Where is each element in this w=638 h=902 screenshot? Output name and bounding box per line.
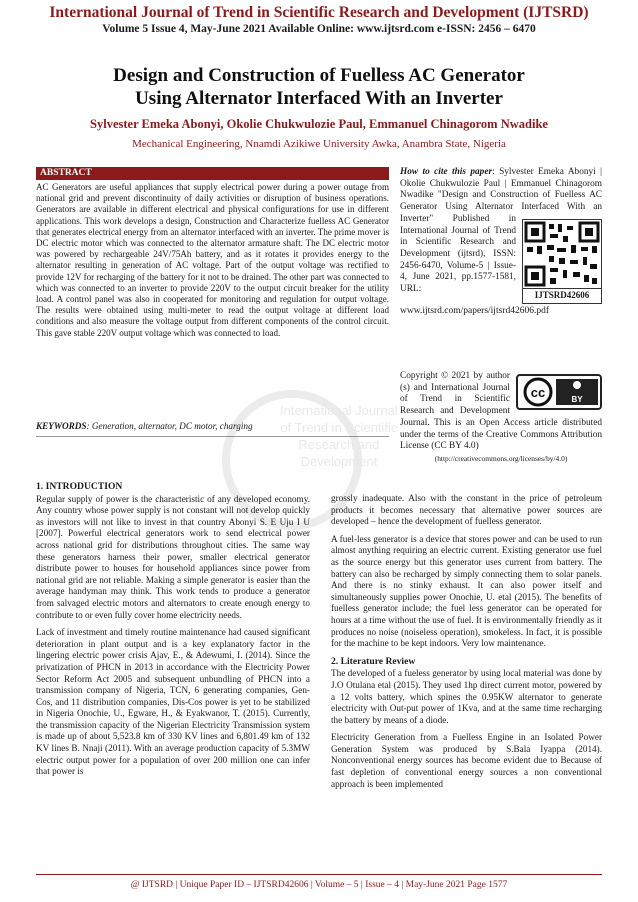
paper-title	[0, 64, 638, 110]
body-paragraph-3: grossly inadequate. Also with the constant in the price of petroleum products it becomes necessary that alternative power sources are developed – hence the development of fuelless generator.	[331, 493, 602, 527]
qr-code-icon	[522, 219, 602, 289]
watermark-line-1: International Journal	[280, 403, 398, 418]
copyright-box	[400, 371, 602, 465]
qr-code[interactable]	[522, 219, 602, 304]
citation-label: How to cite this paper	[400, 167, 493, 177]
journal-header	[0, 4, 638, 37]
title-line-2: Using Alternator Interfaced With an Inverter	[135, 88, 503, 109]
literature-heading: 2. Literature Review	[331, 655, 416, 667]
cc-badge-text: cc	[530, 385, 546, 400]
abstract-heading: ABSTRACT	[36, 167, 389, 180]
citation-text-b: Published in International Journal of Trend in Scientific Research and Development (ijtsrd), ISSN: 2456-6470, Volume-5 | Issue-4, June 2021, pp.1577-1581, URL:	[400, 213, 516, 295]
journal-issue-line: Volume 5 Issue 4, May-June 2021 Available Online: www.ijtsrd.com e-ISSN: 2456 – 6470	[102, 23, 536, 35]
body-paragraph-1: Regular supply of power is the characteristic of any developed economy. Any country whose power supply is not constant will not develop quickly as investors will not like to invest in that country Abonyi S. E Uju I U [2007]. Powerful electrical generators work to send electrical power across national grid for distributions throughout cities. The same way these generators harness their power, smaller electrical generator distribute power to houses for household appliances since power from national grid are not reliable. Making a simple generator is easier than the average handyman may think. This work tends to produce a generator from salvaged electric motors and alternators to create enough energy to contribute to or even fully cover home electricity needs.	[36, 493, 310, 620]
watermark-line-2: of Trend in Scientific	[280, 420, 398, 435]
body-paragraph-6: Electricity Generation from a Fuelless Engine in an Isolated Power Generation System was produced by S.Bala Iyappa (2014). Nonconventional energy sources has become evident due to Because of fast depletion of conventional energy sources a non conventional approach is been implemented	[331, 732, 602, 789]
citation-text-a: : Sylvester Emeka Abonyi | Okolie Chukwulozie Paul | Emmanuel Chinagorom Nwadike "Design and Construction of Fuelless AC Generator Using Alternator Interfaced With an Inverter"	[400, 167, 602, 224]
title-line-1: Design and Construction of Fuelless AC Generator	[113, 65, 525, 86]
copyright-text-a: Copyright © 2021 by author (s) and International Journal of Trend in Scientific Research and Development Journal. This is an Open Access article distributed under the terms of the Creative Commons Attribution License (CC BY 4.0)	[400, 371, 602, 452]
watermark-line-3: Research and	[298, 437, 380, 452]
footer-rule	[36, 874, 602, 875]
citation-url[interactable]: www.ijtsrd.com/papers/ijtsrd42606.pdf	[400, 305, 549, 316]
body-paragraph-4: A fuel-less generator is a device that stores power and can be used to run almost anything requiring an electric current. Existing generator use fuel as the source energy but this generator uses current from battery. The battery can also be recharged by simply connecting them to solar panels. And there is no stinky exhaust. It can also power itself and simultaneously supplies power Onochie, U. etal (2015). The benefits of fuelless generator include; the fuel less generator can be operated for hours at a time without the use of fuel. It is environmentally friendly as it produces no noise (noiseless operation), smokeless. In fact, it is possible for the machine to be kept indoors. Very low maintenance.	[331, 533, 602, 649]
cc-license-url[interactable]: (http://creativecommons.org/licenses/by/4.0)	[434, 453, 568, 463]
abstract-text: AC Generators are useful appliances that supply electrical power during a power outage from national grid and prevent discontinuity of daily activities or disruption of business operations. Generators are available in different electrical and physical configurations for use in different applications. This work develops a design, Construction and Characterize fuelless AC Generator that generates electrical energy from an alternator interfaced with an inverter. The prime mover is DC electric motor which was connected to the alternator armature shaft. The DC electric motor was powered by rechargeable 24V/75Ah battery, and as it rotates it provides energy to the alternator resulting in generation of AC voltage. Part of the output voltage was rectified to provide 12V for recharging of the battery for it not to be drained. The other part was connected to which was connected to an inverter to provide 220V to the output circuit breaker for the utility load. A control panel was also in cooperated for monitoring and regulation for output voltage. The results were obtained using multi-meter to read the output voltage at different load conditions and also measure the voltage output from different components of the control circuit. This gave stable 220V output voltage which was connected to load.	[36, 182, 389, 338]
body-paragraph-5: The developed of a fueless generator by using local material was done by J.O Otulana etal (2015). They used 1hp direct current motor, powered by a 12 volts battery, which spines the 0.95KW alternator to generate electricity with Out-put power of 1Kva, and at the same time recharging the battery by means of a diode.	[331, 668, 602, 725]
paper-affiliation: Mechanical Engineering, Nnamdi Azikiwe University Awka, Anambra State, Nigeria	[132, 138, 506, 150]
body-column-left	[36, 481, 310, 784]
watermark-text	[280, 402, 398, 470]
citation-box	[400, 167, 602, 317]
journal-name: International Journal of Trend in Scientific Research and Development (IJTSRD)	[49, 4, 589, 21]
body-column-right	[331, 493, 602, 796]
body-paragraph-2: Lack of investment and timely routine maintenance had caused significant deterioration in plant output and is a key explanatory factor in the lingering electric power crisis Ajav, E., & Adewumi, I. (2014). Since the privatization of PHCN in 2013 in accordance with the Electricity Power Sector Reform Act 2005 and subsequent unbundling of PHCN into a transmission company of Nigeria, TCN, 6 generating companies, Gen-Cos, and 11 distribution companies, Dis-Cos power is yet to be stabilized in Nigeria Onochie, U., Egware, H., & Eyakwanor, T. (2015). Currently, the transmission capacity of the Nigerian Electricity Transmission system is made up of about 5,523.8 km of 330 KV lines and 6,801.49 km of 132 KV lines B. Nnaji (2011). With an average production capacity of 5.3MW electric output power for a population of over 200 million one can infer that power is	[36, 627, 310, 777]
cc-by-badge[interactable]	[516, 374, 602, 410]
abstract-section	[36, 167, 389, 339]
paper-authors: Sylvester Emeka Abonyi, Okolie Chukwulozie Paul, Emmanuel Chinagorom Nwadike	[90, 117, 548, 131]
keywords-label: KEYWORDS	[36, 421, 87, 431]
page-footer: @ IJTSRD | Unique Paper ID – IJTSRD42606 | Volume – 5 | Issue – 4 | May-June 2021 Page 1577	[130, 880, 508, 890]
watermark-line-4: Development	[300, 454, 378, 469]
qr-paper-id: IJTSRD42606	[522, 289, 602, 304]
keywords-text: : Generation, alternator, DC motor, charging	[86, 421, 253, 431]
cc-by-text: BY	[571, 395, 583, 404]
intro-heading: 1. INTRODUCTION	[36, 481, 123, 492]
